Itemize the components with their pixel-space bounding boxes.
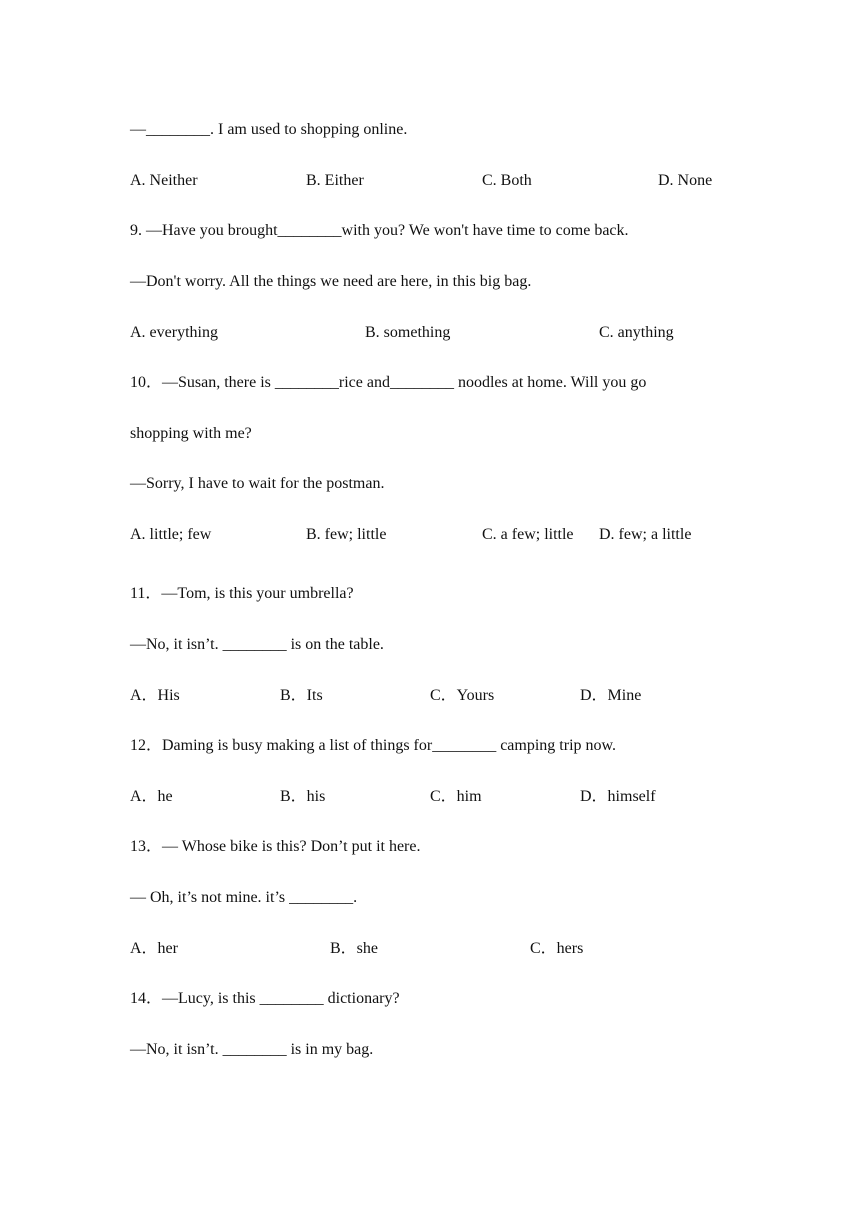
q10-option-d: D. few; a little (599, 526, 692, 543)
q11-option-d: D．Mine (580, 687, 642, 704)
q11-option-b: B．Its (280, 687, 323, 704)
q10-question-continued: shopping with me? (130, 425, 252, 442)
q13-option-c: C．hers (530, 940, 584, 957)
q11-response: —No, it isn’t. ________ is on the table. (130, 636, 384, 653)
q8-option-c: C. Both (482, 172, 532, 189)
q8-option-b: B. Either (306, 172, 364, 189)
q13-response: — Oh, it’s not mine. it’s ________. (130, 889, 358, 906)
q10-option-a: A. little; few (130, 526, 212, 543)
q9-option-a: A. everything (130, 324, 218, 341)
q9-option-b: B. something (365, 324, 451, 341)
q11-option-c: C．Yours (430, 687, 495, 704)
q10-question: 10．—Susan, there is ________rice and________ noodles at home. Will you go (130, 374, 647, 391)
q10-option-b: B. few; little (306, 526, 387, 543)
q12-option-a: A．he (130, 788, 173, 805)
q8-option-a: A. Neither (130, 172, 198, 189)
q14-question: 14．—Lucy, is this ________ dictionary? (130, 990, 400, 1007)
q9-option-c: C. anything (599, 324, 674, 341)
q12-question: 12．Daming is busy making a list of things for________ camping trip now. (130, 737, 617, 754)
q13-question: 13．— Whose bike is this? Don’t put it here. (130, 838, 421, 855)
q8-answer-line: —________. I am used to shopping online. (130, 121, 408, 138)
q12-option-d: D．himself (580, 788, 656, 805)
q11-option-a: A．His (130, 687, 180, 704)
q10-response: —Sorry, I have to wait for the postman. (130, 475, 385, 492)
q13-option-a: A．her (130, 940, 178, 957)
q9-question: 9. —Have you brought________with you? We won't have time to come back. (130, 222, 629, 239)
q12-option-b: B．his (280, 788, 326, 805)
q10-option-c: C. a few; little (482, 526, 574, 543)
q9-response: —Don't worry. All the things we need are here, in this big bag. (130, 273, 532, 290)
q8-option-d: D. None (658, 172, 713, 189)
q11-question: 11．—Tom, is this your umbrella? (130, 585, 354, 602)
q12-option-c: C．him (430, 788, 482, 805)
q13-option-b: B．she (330, 940, 379, 957)
q14-response: —No, it isn’t. ________ is in my bag. (130, 1041, 374, 1058)
